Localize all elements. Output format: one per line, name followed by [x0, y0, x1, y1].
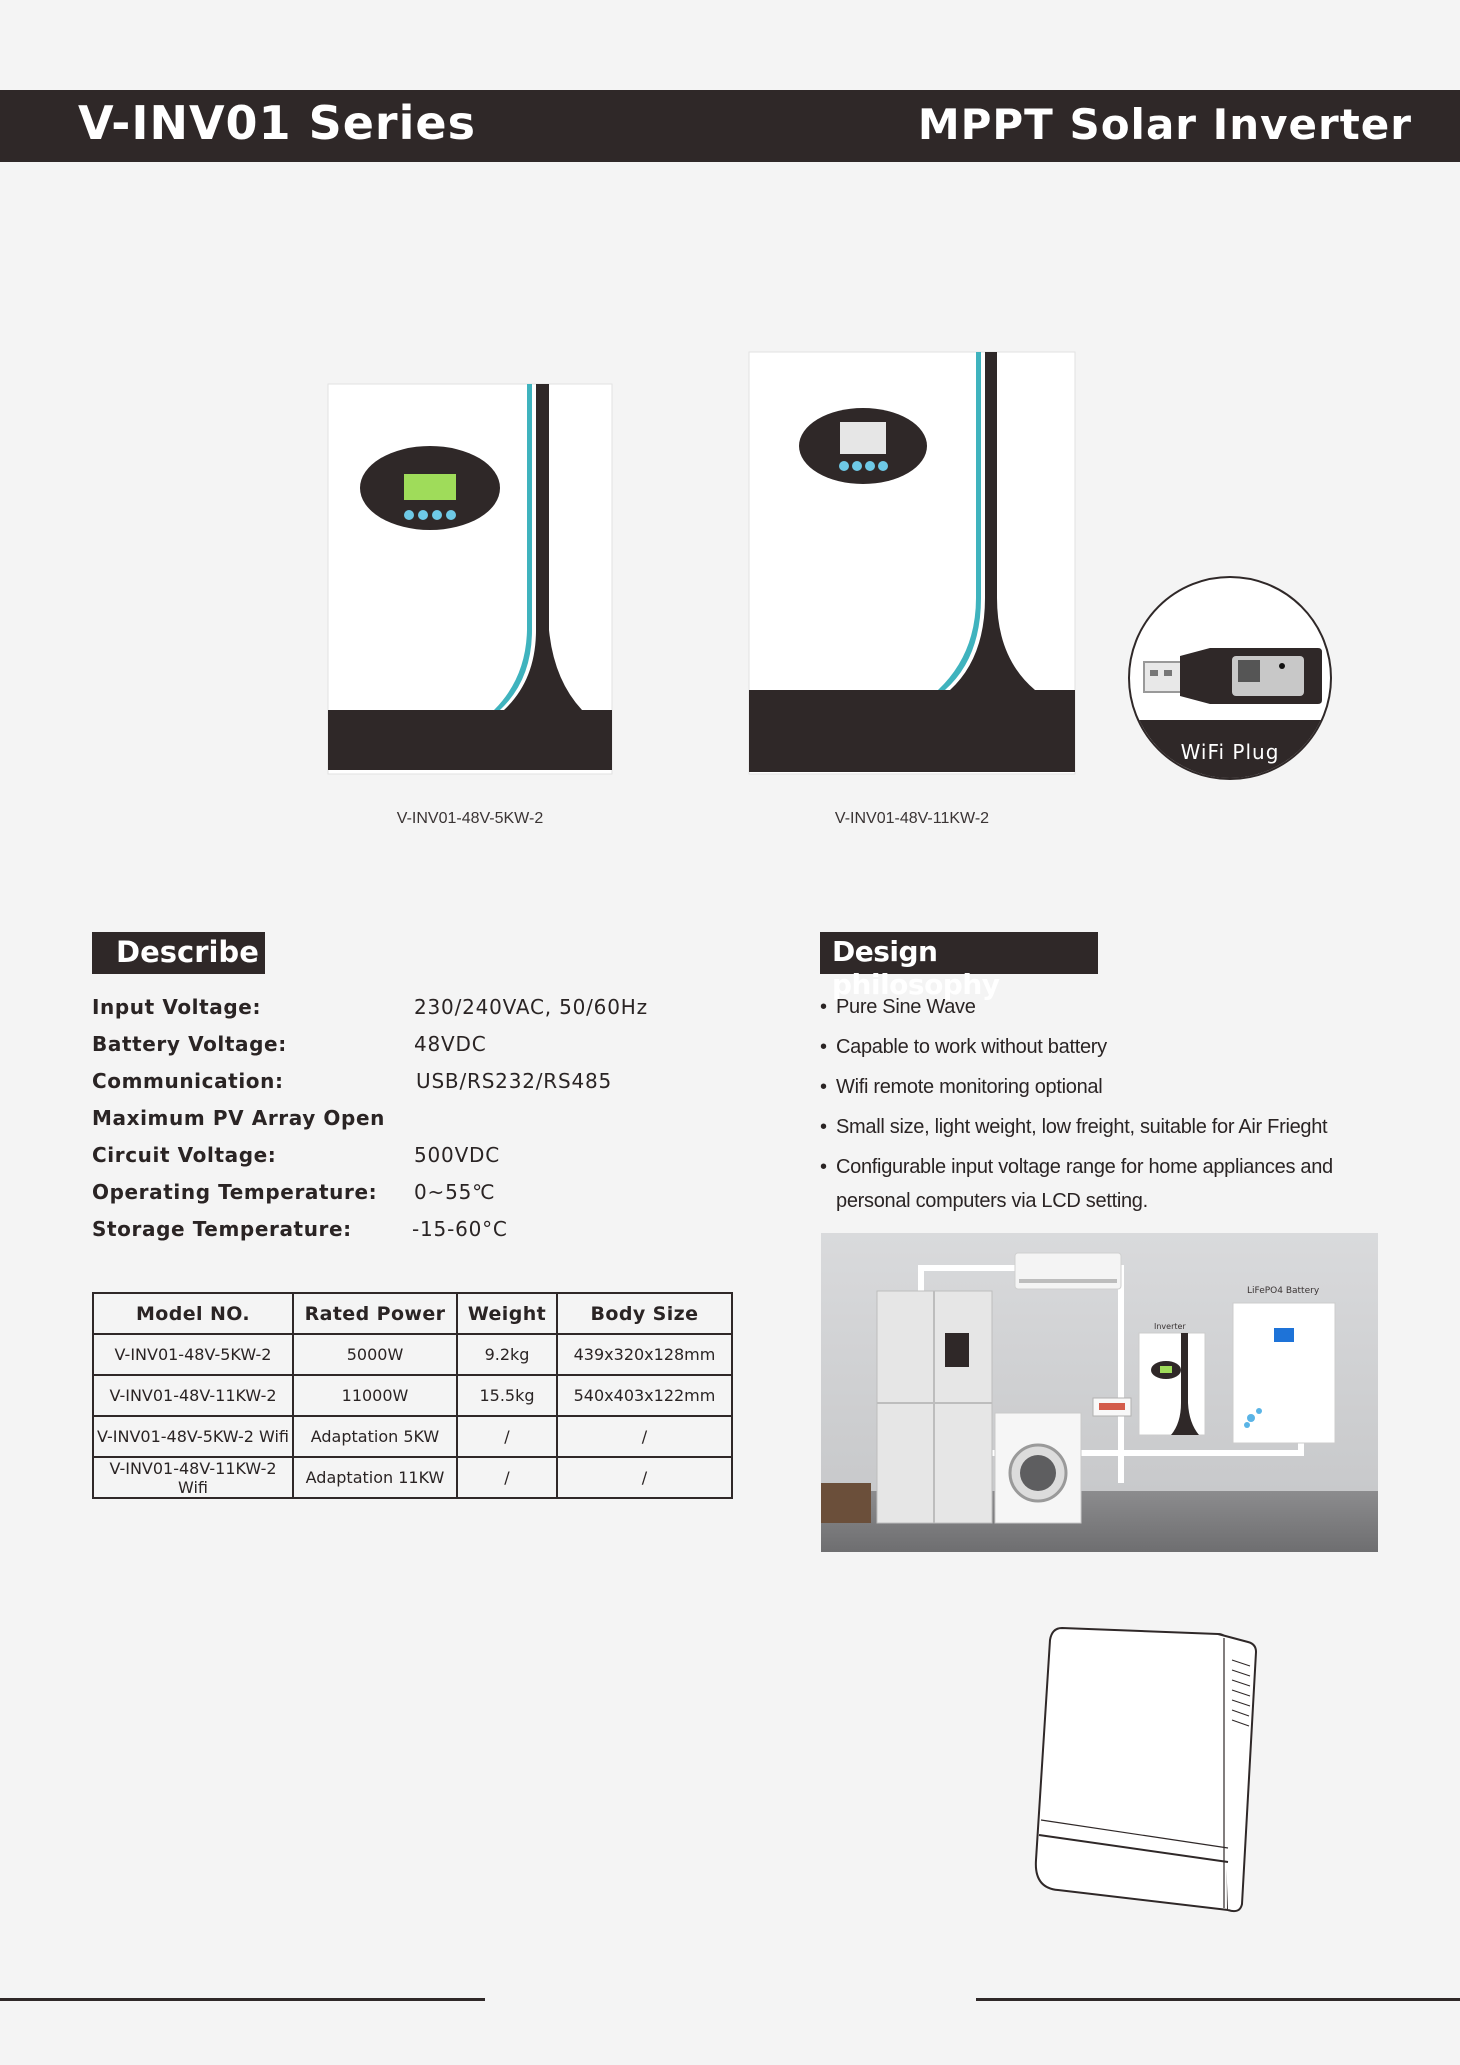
spec-value: 48VDC	[414, 1032, 487, 1056]
table-row	[93, 1457, 732, 1498]
column-header: Model NO.	[93, 1293, 293, 1334]
spec-label: Input Voltage:	[92, 995, 262, 1019]
table-cell: V-INV01-48V-5KW-2	[93, 1334, 293, 1375]
inverter-outline-sketch	[1030, 1620, 1270, 1920]
spec-label: Battery Voltage:	[92, 1032, 287, 1056]
battery-label: LiFePO4 Battery	[1247, 1286, 1320, 1296]
spec-label: Storage Temperature:	[92, 1217, 352, 1241]
column-header: Rated Power	[293, 1293, 457, 1334]
spec-label: Circuit Voltage:	[92, 1143, 277, 1167]
product-caption-5kw: V-INV01-48V-5KW-2	[396, 810, 544, 827]
inverter-label: Inverter	[1154, 1322, 1186, 1331]
spec-value: 230/240VAC, 50/60Hz	[414, 995, 648, 1019]
column-header: Weight	[457, 1293, 557, 1334]
table-cell: V-INV01-48V-5KW-2 Wifi	[93, 1416, 293, 1457]
table-cell: /	[457, 1457, 557, 1498]
series-title: V-INV01 Series	[78, 96, 476, 150]
table-cell: 5000W	[293, 1334, 457, 1375]
spec-row	[92, 1217, 712, 1249]
table-cell: V-INV01-48V-11KW-2	[93, 1375, 293, 1416]
product-title: MPPT Solar Inverter	[917, 100, 1412, 149]
wifi-plug-label: WiFi Plug	[1180, 740, 1280, 764]
table-cell: 439x320x128mm	[557, 1334, 732, 1375]
wifi-plug-icon	[1140, 638, 1324, 718]
table-cell: /	[557, 1416, 732, 1457]
table-cell: 15.5kg	[457, 1375, 557, 1416]
table-row	[93, 1334, 732, 1375]
spec-row	[92, 1180, 712, 1212]
home-scene-image	[821, 1233, 1378, 1552]
table-cell: /	[557, 1457, 732, 1498]
design-philosophy-heading: Design philosophy	[820, 932, 1098, 974]
spec-row	[92, 1106, 712, 1138]
table-cell: 9.2kg	[457, 1334, 557, 1375]
inverter-11kw-image	[745, 348, 1079, 776]
spec-label: Maximum PV Array Open	[92, 1106, 385, 1130]
table-cell: 540x403x122mm	[557, 1375, 732, 1416]
spec-value: USB/RS232/RS485	[416, 1069, 613, 1093]
spec-value: 0~55℃	[414, 1180, 496, 1204]
list-item: • Capable to work without battery	[820, 1030, 1380, 1064]
column-header: Body Size	[557, 1293, 732, 1334]
table-cell: /	[457, 1416, 557, 1457]
table-row	[93, 1416, 732, 1457]
wifi-plug-badge	[1128, 576, 1332, 780]
table-cell: Adaptation 5KW	[293, 1416, 457, 1457]
list-item: • Configurable input voltage range for home appliances and personal computers via LCD setting.	[820, 1150, 1380, 1218]
table-cell: V-INV01-48V-11KW-2 Wifi	[93, 1457, 293, 1498]
spec-label: Communication:	[92, 1069, 284, 1093]
list-item: • Small size, light weight, low freight, suitable for Air Frieght	[820, 1110, 1380, 1144]
spec-value: 500VDC	[414, 1143, 501, 1167]
table-row	[93, 1375, 732, 1416]
model-spec-table	[92, 1292, 733, 1499]
list-item: • Pure Sine Wave	[820, 990, 1380, 1024]
spec-value: -15-60°C	[412, 1217, 508, 1241]
product-caption-11kw: V-INV01-48V-11KW-2	[834, 810, 990, 827]
spec-row	[92, 1069, 712, 1101]
inverter-5kw-image	[324, 380, 616, 776]
spec-row	[92, 1032, 712, 1064]
footer-rule-right	[976, 1998, 1460, 2001]
describe-heading: Describe	[92, 932, 265, 974]
spec-row	[92, 995, 712, 1027]
spec-label: Operating Temperature:	[92, 1180, 378, 1204]
design-bullet-list	[820, 990, 1380, 1224]
list-item: • Wifi remote monitoring optional	[820, 1070, 1380, 1104]
table-cell: Adaptation 11KW	[293, 1457, 457, 1498]
table-cell: 11000W	[293, 1375, 457, 1416]
spec-row	[92, 1143, 712, 1175]
table-header-row	[93, 1293, 732, 1334]
footer-rule-left	[0, 1998, 485, 2001]
